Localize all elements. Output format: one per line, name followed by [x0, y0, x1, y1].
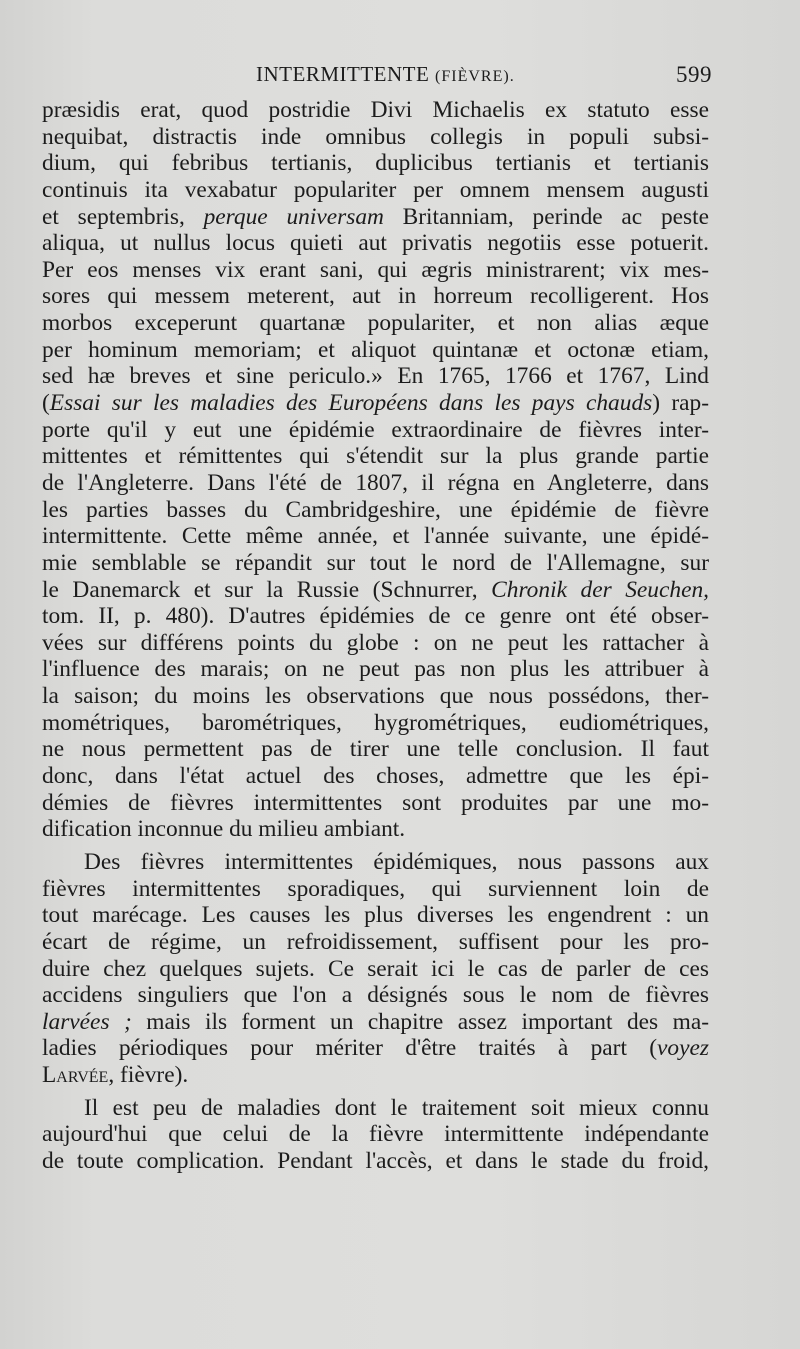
text-line: ne nous permettent pas de tirer une telle conclusion. Il faut [42, 736, 709, 763]
text-line: Larvée, fièvre). [42, 1062, 189, 1089]
running-title-main: INTERMITTENTE [256, 62, 430, 86]
text-line: nequibat, distractis inde omnibus collegis in populi subsi- [42, 123, 709, 150]
text-line: et septembris, perque universam Britanniam, perinde ac peste [42, 203, 710, 230]
text-line: ladies périodiques pour mériter d'être traités à part (voyez [42, 1035, 709, 1062]
paragraph-1 [42, 97, 709, 849]
text-line: dification inconnue du milieu ambiant. [42, 816, 406, 843]
paragraph-3 [42, 1095, 709, 1181]
running-title-paren: (FIÈVRE). [435, 68, 515, 85]
running-title [256, 62, 515, 87]
running-header [42, 62, 712, 92]
page-number: 599 [676, 62, 712, 87]
text-line: (Essai sur les maladies des Européens dans les pays chauds) rap- [42, 390, 710, 417]
text-line: écart de régime, un refroidissement, suffisent pour les pro- [42, 928, 709, 955]
text-line: la saison; du moins les observations que nous possédons, ther- [42, 683, 709, 710]
text-line: intermittente. Cette même année, et l'année suivante, une épidé- [42, 523, 709, 550]
text-line: Il est peu de maladies dont le traitement soit mieux connu [84, 1094, 709, 1121]
text-line: mométriques, barométriques, hygrométriques, eudiométriques, [42, 709, 709, 736]
text-line: accidens singuliers que l'on a désignés sous le nom de fièvres [42, 982, 709, 1009]
text-line: démies de fièvres intermittentes sont produites par une mo- [42, 789, 709, 816]
text-line: tom. II, p. 480). D'autres épidémies de ce genre ont été obser- [42, 603, 709, 630]
text-line: de l'Angleterre. Dans l'été de 1807, il régna en Angleterre, dans [42, 469, 709, 496]
text-line: fièvres intermittentes sporadiques, qui surviennent loin de [42, 875, 709, 902]
text-line: sores qui messem meterent, aut in horreum recolligerent. Hos [42, 283, 709, 310]
text-line: de toute complication. Pendant l'accès, et dans le stade du froid, [42, 1147, 709, 1174]
text-line: larvées ; mais ils forment un chapitre assez important des ma- [42, 1008, 709, 1035]
text-line: duire chez quelques sujets. Ce serait ici le cas de parler de ces [42, 955, 709, 982]
text-line: porte qu'il y eut une épidémie extraordinaire de fièvres inter- [42, 416, 709, 443]
text-line: donc, dans l'état actuel des choses, admettre que les épi- [42, 763, 709, 790]
text-line: mie semblable se répandit sur tout le nord de l'Allemagne, sur [42, 549, 709, 576]
text-line: sed hæ breves et sine periculo.» En 1765, 1766 et 1767, Lind [42, 363, 709, 390]
text-line: dium, qui febribus tertianis, duplicibus tertianis et tertianis [42, 150, 709, 177]
text-line: l'influence des marais; on ne peut pas non plus les attribuer à [42, 656, 709, 683]
paragraph-2 [42, 849, 709, 1095]
body-text [42, 97, 709, 1181]
text-line: præsidis erat, quod postridie Divi Michaelis ex statuto esse [42, 97, 709, 123]
text-line: les parties basses du Cambridgeshire, une épidémie de fièvre [42, 496, 709, 523]
text-line: tout marécage. Les causes les plus diverses les engendrent : un [42, 902, 709, 929]
text-line: per hominum memoriam; et aliquot quintanæ et octonæ etiam, [42, 336, 709, 363]
text-line: aujourd'hui que celui de la fièvre intermittente indépendante [42, 1121, 709, 1148]
text-line: Des fièvres intermittentes épidémiques, nous passons aux [84, 848, 709, 875]
text-line: Per eos menses vix erant sani, qui ægris ministrarent; vix mes- [42, 256, 709, 283]
text-line: le Danemarck et sur la Russie (Schnurrer, Chronik der Seuchen, [42, 576, 710, 603]
text-line: continuis ita vexabatur populariter per omnem mensem augusti [42, 176, 709, 203]
text-line: morbos exceperunt quartanæ populariter, et non alias æque [42, 310, 709, 337]
text-line: vées sur différens points du globe : on ne peut les rattacher à [42, 629, 709, 656]
text-line: mittentes et rémittentes qui s'étendit sur la plus grande partie [42, 443, 709, 470]
text-line: aliqua, ut nullus locus quieti aut privatis negotiis esse potuerit. [42, 230, 709, 257]
